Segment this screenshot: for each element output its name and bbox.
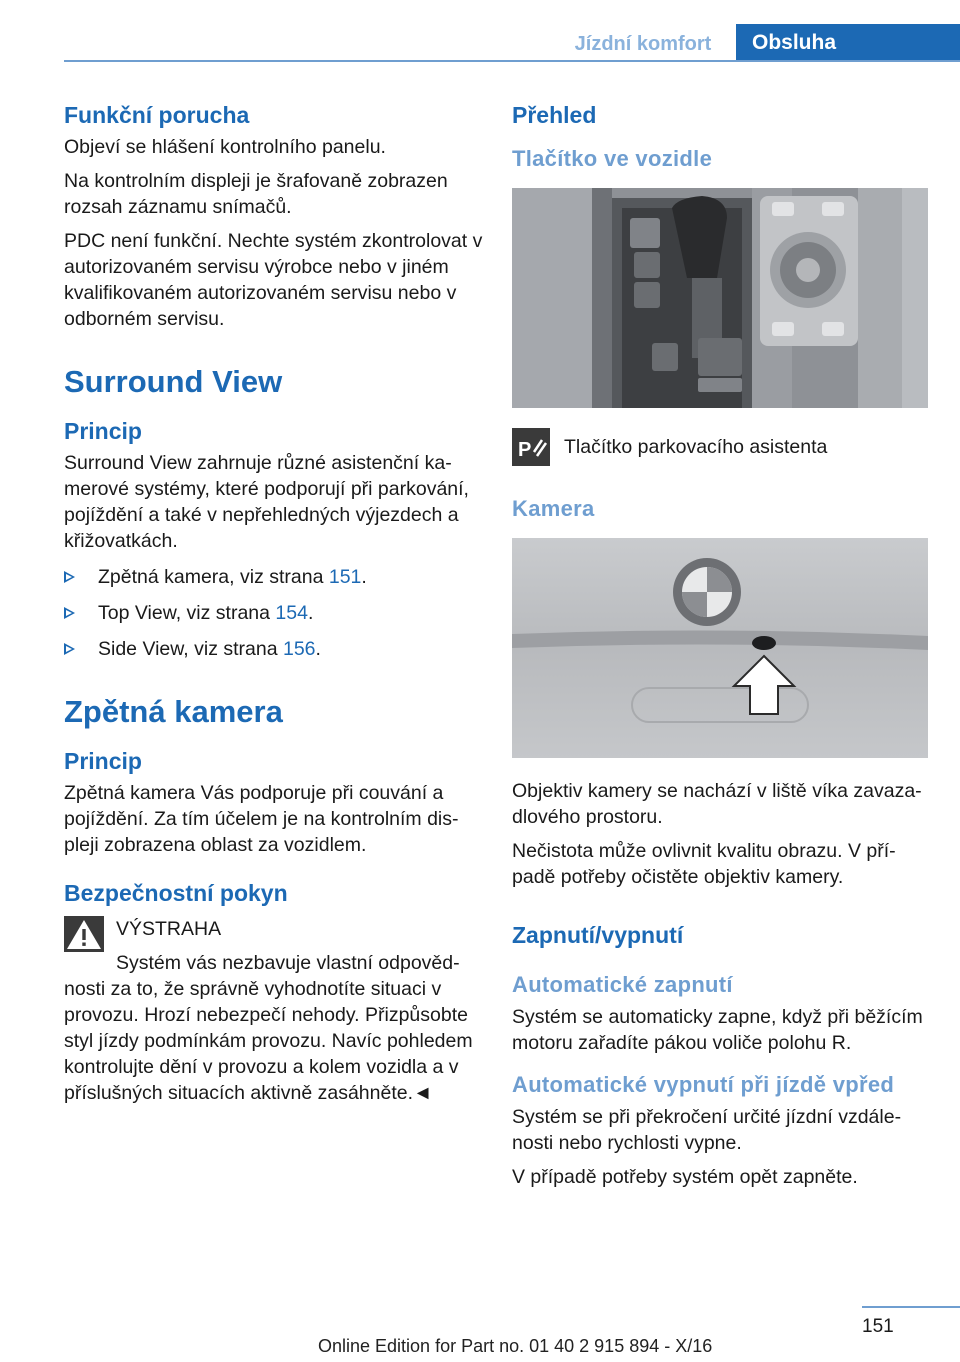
rear-camera-heading: Zpětná kamera: [64, 694, 283, 729]
safety-heading: Bezpečnostní pokyn: [64, 880, 288, 906]
camera-text-2: Nečistota může ovlivnit kvalitu obrazu. V případě potřeby očistěte objektiv kamery.: [512, 840, 896, 888]
rear-camera-photo: [512, 538, 928, 758]
list-item: Side View, viz strana 156.: [64, 636, 484, 662]
malfunction-text-2: Na kontrolním displeji je šrafovaně zobrazen rozsah záznamu snímačů.: [64, 170, 448, 218]
header-chapter-tab: Obsluha: [736, 24, 960, 62]
surround-bullet-list: [64, 564, 484, 662]
list-item: Top View, viz strana 154.: [64, 600, 484, 626]
bullet-triangle-icon: [64, 643, 75, 655]
surround-principle-text: Surround View zahrnuje různé asistenční kamerové systémy, které podporují při parkování, pojíždění a také v nepřehledných výjezdech a křižovatkách.: [64, 452, 469, 552]
malfunction-heading: Funkční porucha: [64, 102, 250, 128]
center-console-photo: [512, 188, 928, 408]
warning-box: [64, 916, 484, 1106]
edition-line: Online Edition for Part no. 01 40 2 915 894 - X/16: [318, 1336, 713, 1356]
bullet-triangle-icon: [64, 571, 75, 583]
svg-text:P: P: [518, 439, 532, 461]
malfunction-text-3: PDC není funkční. Nechte systém zkontrolovat v autorizovaném servisu výrobce nebo v jiném kvalifikovaném autorizovaném servisu nebo v odborném servisu.: [64, 230, 483, 330]
rear-principle-heading: Princip: [64, 748, 142, 774]
malfunction-text-1: Objeví se hlášení kontrolního panelu.: [64, 136, 386, 158]
header-rule: [64, 60, 960, 62]
auto-off-text-1: Systém se při překročení určité jízdní vzdálenosti nebo rychlosti vypne.: [512, 1106, 902, 1154]
parking-assistant-button-icon: [512, 428, 550, 466]
warning-text: Systém vás nezbavuje vlastní odpovědnosti za to, že správně vyhodnotíte situaci v provozu. Hrozí nebezpečí nehody. Přizpůsobte styl jízdy podmínkám provozu. Navíc pohledem kontrolujte dění v provozu a kolem vozidla a v příslušných situacích aktivně zasáhněte.◄: [64, 952, 473, 1104]
button-in-vehicle-heading: Tlačítko ve vozidle: [512, 146, 713, 171]
surround-principle-heading: Princip: [64, 418, 142, 444]
page-link[interactable]: 151: [328, 566, 362, 588]
camera-text-1: Objektiv kamery se nachází v liště víka zavazadlového prostoru.: [512, 780, 922, 828]
footer-rule: [862, 1306, 960, 1308]
parking-assistant-button-legend: [512, 428, 932, 470]
header-section-title: Jízdní komfort: [574, 33, 712, 55]
page-number: 151: [862, 1316, 894, 1337]
auto-on-text: Systém se automaticky zapne, když při běžícím motoru zařadíte pákou voliče polohu R.: [512, 1006, 923, 1054]
rear-principle-text: Zpětná kamera Vás podporuje při couvání a pojíždění. Za tím účelem je na kontrolním displeji zobrazena oblast za vozidlem.: [64, 782, 459, 856]
warning-label: VÝSTRAHA: [116, 918, 222, 940]
page-link[interactable]: 156: [282, 638, 316, 660]
auto-on-heading: Automatické zapnutí: [512, 972, 733, 997]
right-column: [512, 100, 932, 1190]
auto-off-text-2: V případě potřeby systém opět zapněte.: [512, 1166, 858, 1188]
left-column: [64, 100, 484, 1106]
bullet-triangle-icon: [64, 607, 75, 619]
warning-triangle-icon: [64, 916, 104, 952]
onoff-heading: Zapnutí/vypnutí: [512, 922, 684, 948]
parking-assistant-caption: Tlačítko parkovacího asistenta: [564, 436, 828, 458]
list-item: Zpětná kamera, viz strana 151.: [64, 564, 484, 590]
camera-heading: Kamera: [512, 496, 595, 521]
surround-view-heading: Surround View: [64, 364, 283, 399]
overview-heading: Přehled: [512, 102, 597, 128]
page-link[interactable]: 154: [275, 602, 308, 624]
auto-off-heading: Automatické vypnutí při jízdě vpřed: [512, 1072, 895, 1097]
